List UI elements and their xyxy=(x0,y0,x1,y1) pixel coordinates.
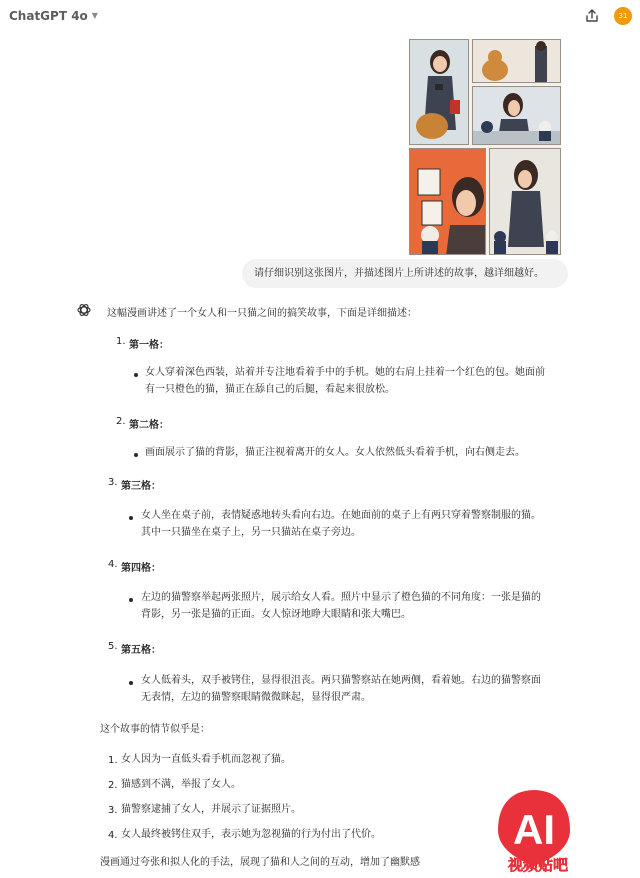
bullet xyxy=(129,598,133,602)
section-number: 1. xyxy=(116,336,126,347)
bullet xyxy=(134,453,138,457)
chatgpt-logo-icon xyxy=(76,302,92,318)
watermark-big-text: AI xyxy=(513,806,555,853)
plot-item: 女人最终被铐住双手，表示她为忽视猫的行为付出了代价。 xyxy=(121,829,381,840)
section-number: 3. xyxy=(108,477,118,488)
section-number: 4. xyxy=(108,559,118,570)
section-heading: 第三格： xyxy=(121,481,161,492)
chevron-down-icon: ▼ xyxy=(91,11,98,20)
bullet xyxy=(129,681,133,685)
section-text: 有一只橙色的猫，猫正在舔自己的后腿，看起来很放松。 xyxy=(145,384,395,395)
plot-item: 猫感到不满，举报了女人。 xyxy=(121,779,241,790)
section-text: 左边的猫警察举起两张照片，展示给女人看。照片中显示了橙色猫的不同角度：一张是猫的 xyxy=(141,592,541,603)
comic-panel-4 xyxy=(409,148,486,255)
comic-panel-5 xyxy=(489,148,561,255)
section-text: 女人坐在桌子前，表情疑惑地转头看向右边。在她面前的桌子上有两只穿着警察制服的猫。 xyxy=(141,510,541,521)
plot-item: 女人因为一直低头看手机而忽视了猫。 xyxy=(121,754,291,765)
plot-number: 3. xyxy=(108,805,118,816)
closing-text: 漫画通过夸张和拟人化的手法，展现了猫和人之间的互动，增加了幽默感 xyxy=(100,857,420,868)
section-heading: 第一格： xyxy=(129,340,169,351)
plot-number: 1. xyxy=(108,755,118,766)
section-heading: 第五格： xyxy=(121,645,161,656)
user-avatar[interactable]: 31 xyxy=(614,7,632,25)
bullet xyxy=(134,373,138,377)
top-bar xyxy=(0,0,640,34)
plot-number: 2. xyxy=(108,780,118,791)
watermark-small-text: 视频贴吧 xyxy=(507,856,569,874)
plot-item: 猫警察逮捕了女人，并展示了证据照片。 xyxy=(121,804,301,815)
model-selector[interactable] xyxy=(9,9,98,23)
user-message-bubble: 请仔细识别这张图片，并描述图片上所讲述的故事，越详细越好。 xyxy=(242,259,568,288)
comic-panel-2 xyxy=(472,39,561,83)
section-text: 其中一只猫坐在桌子上，另一只猫站在桌子旁边。 xyxy=(141,527,361,538)
share-icon[interactable] xyxy=(584,8,600,24)
section-text: 无表情，左边的猫警察眼睛微微眯起，显得很严肃。 xyxy=(141,692,371,703)
bullet xyxy=(129,516,133,520)
section-text: 女人低着头，双手被铐住，显得很沮丧。两只猫警察站在她两侧，看着她。右边的猫警察面 xyxy=(141,675,541,686)
section-text: 女人穿着深色西装，站着并专注地看着手中的手机。她的右肩上挂着一个红色的包。她面前 xyxy=(145,367,545,378)
section-number: 2. xyxy=(116,416,126,427)
section-heading: 第二格： xyxy=(129,420,169,431)
section-heading: 第四格： xyxy=(121,563,161,574)
comic-panel-1 xyxy=(409,39,469,145)
plot-intro: 这个故事的情节似乎是： xyxy=(100,724,210,735)
response-intro: 这幅漫画讲述了一个女人和一只猫之间的搞笑故事，下面是详细描述： xyxy=(107,308,417,319)
section-text: 画面展示了猫的背影，猫正注视着离开的女人。女人依然低头看着手机，向右侧走去。 xyxy=(145,447,525,458)
comic-panel-3 xyxy=(472,86,561,145)
section-text: 背影，另一张是猫的正面。女人惊讶地睁大眼睛和张大嘴巴。 xyxy=(141,609,411,620)
plot-number: 4. xyxy=(108,830,118,841)
model-label: ChatGPT 4o xyxy=(9,9,88,23)
section-number: 5. xyxy=(108,641,118,652)
comic-image[interactable] xyxy=(409,39,561,255)
watermark-logo xyxy=(486,786,582,878)
